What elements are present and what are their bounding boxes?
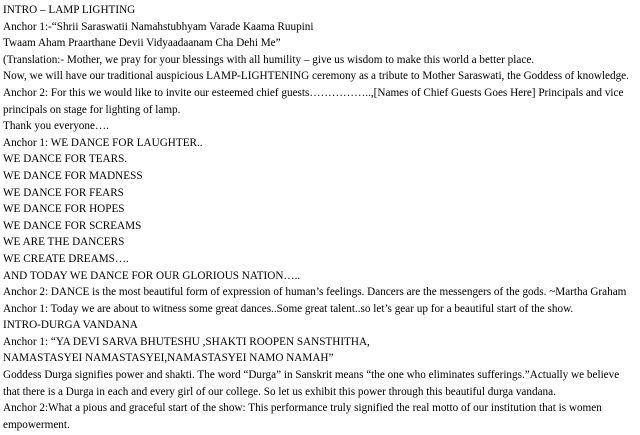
dance-line-screams: WE DANCE FOR SCREAMS [3, 219, 142, 232]
dreams-line: WE CREATE DREAMS…. [3, 252, 129, 265]
section-heading-durga-vandana: INTRO-DURGA VANDANA [3, 319, 138, 332]
anchor-1-witness-line: Anchor 1: Today we are about to witness some great dances..Some great talent..so let’s gear up for a beautiful start of the show. [3, 302, 574, 315]
ceremony-announcement: Now, we will have our traditional auspicious LAMP-LIGHTENING ceremony as a tribute to Mother Saraswati, the Goddess of knowledge. [3, 70, 629, 83]
anchor-2-dance-quote: Anchor 2: DANCE is the most beautiful form of expression of human’s feelings. Dancers are the messengers of the gods. ~Martha Graham [3, 286, 627, 299]
anchor-1-mantra-line-1: Anchor 1:-“Shrii Saraswatii Namahstubhyam Varade Kaama Ruupini [3, 20, 314, 33]
anchor-1-durga-mantra-line-1: Anchor 1: “YA DEVI SARVA BHUTESHU ,SHAKTI ROOPEN SANSTHITHA, [3, 335, 370, 348]
dance-line-tears: WE DANCE FOR TEARS. [3, 153, 128, 166]
nation-line: AND TODAY WE DANCE FOR OUR GLORIOUS NATION….. [3, 269, 301, 282]
document-body [3, 2, 637, 433]
anchor-2-invitation: Anchor 2: For this we would like to invite our esteemed chief guests……………..,[Names of Chief Guests Goes Here] Principals and vice principals on stage for lighting of lamp. [3, 86, 624, 116]
durga-description: Goddess Durga signifies power and shakti. The word “Durga” in Sanskrit means “the one who eliminates sufferings.”Actually we believe that there is a Durga in each and every girl of our college. So let us exhibit this power through this beautiful durga vandana. [3, 369, 620, 398]
anchor-1-dance-intro: Anchor 1: WE DANCE FOR LAUGHTER.. [3, 136, 203, 149]
section-heading-lamp-lighting: INTRO – LAMP LIGHTING [3, 4, 136, 16]
mantra-line-2: Twaam Aham Praarthane Devii Vidyaadaanam Cha Dehi Me” [3, 37, 281, 50]
dancers-line: WE ARE THE DANCERS [3, 236, 125, 249]
thank-you-line: Thank you everyone…. [3, 120, 109, 133]
translation-line: (Translation:- Mother, we pray for your blessings with all humility – give us wisdom to make this world a better place. [3, 53, 535, 66]
dance-line-fears: WE DANCE FOR FEARS [3, 186, 124, 199]
dance-line-hopes: WE DANCE FOR HOPES [3, 203, 125, 216]
durga-mantra-line-2: NAMASTASYEI NAMASTASYEI,NAMASTASYEI NAMO NAMAH” [3, 352, 334, 365]
anchor-2-closing-remark: Anchor 2:What a pious and graceful start of the show: This performance truly signified the real motto of our institution that is women empowerment. [3, 402, 602, 431]
dance-line-madness: WE DANCE FOR MADNESS [3, 169, 143, 182]
